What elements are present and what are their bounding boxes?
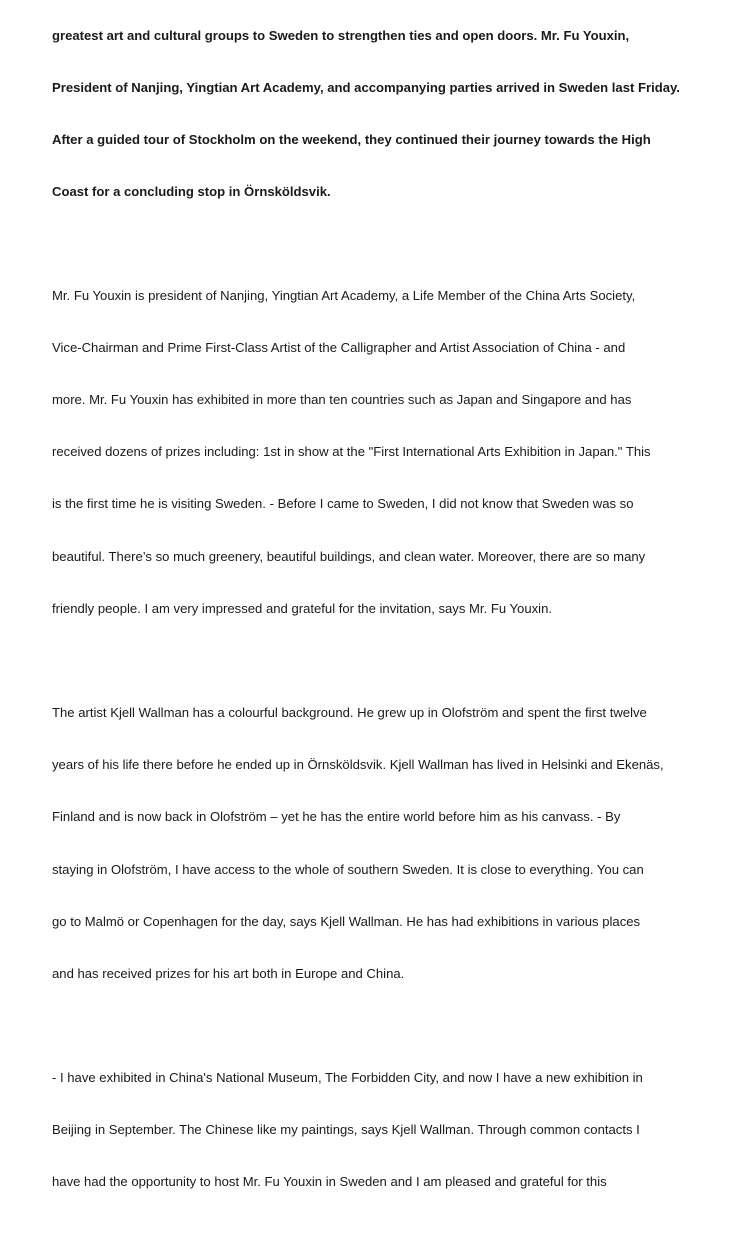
text-line: received dozens of prizes including: 1st in show at the "First International Arts Exhibition in Japan." This (52, 444, 651, 460)
text-line: Coast for a concluding stop in Örnsköldsvik. (52, 184, 331, 200)
text-line: go to Malmö or Copenhagen for the day, says Kjell Wallman. He has had exhibitions in various places (52, 913, 641, 929)
body-paragraph-kjell-wallman (52, 669, 742, 1017)
text-line: friendly people. I am very impressed and grateful for the invitation, says Mr. Fu Youxin. (52, 600, 552, 616)
text-line: staying in Olofström, I have access to the whole of southern Sweden. It is close to everything. You can (52, 861, 644, 877)
text-line: years of his life there before he ended up in Örnsköldsvik. Kjell Wallman has lived in Helsinki and Ekenäs, (52, 757, 664, 773)
text-line: have had the opportunity to host Mr. Fu Youxin in Sweden and I am pleased and grateful for this (52, 1174, 607, 1190)
text-line: The artist Kjell Wallman has a colourful background. He grew up in Olofström and spent the first twelve (52, 704, 647, 720)
text-line: is the first time he is visiting Sweden. - Before I came to Sweden, I did not know that Sweden was so (52, 496, 634, 512)
body-paragraph-exhibitions (52, 1034, 742, 1225)
text-line: Mr. Fu Youxin is president of Nanjing, Yingtian Art Academy, a Life Member of the China Arts Society, (52, 287, 636, 303)
text-line: Finland and is now back in Olofström – yet he has the entire world before him as his canvass. - By (52, 809, 621, 825)
lead-paragraph (52, 0, 742, 236)
text-line: greatest art and cultural groups to Sweden to strengthen ties and open doors. Mr. Fu Youxin, (52, 27, 630, 43)
text-line: Vice-Chairman and Prime First-Class Artist of the Calligrapher and Artist Association of China - and (52, 339, 626, 355)
text-line: - I have exhibited in China's National Museum, The Forbidden City, and now I have a new exhibition in (52, 1069, 643, 1085)
text-line: beautiful. There’s so much greenery, beautiful buildings, and clean water. Moreover, there are so many (52, 548, 646, 564)
text-line: President of Nanjing, Yingtian Art Academy, and accompanying parties arrived in Sweden last Friday. (52, 80, 680, 96)
text-line: After a guided tour of Stockholm on the weekend, they continued their journey towards the High (52, 132, 651, 148)
text-line: Beijing in September. The Chinese like my paintings, says Kjell Wallman. Through common contacts I (52, 1122, 640, 1138)
document-page (52, 0, 742, 1243)
body-paragraph-fu-youxin (52, 252, 742, 652)
text-line: and has received prizes for his art both in Europe and China. (52, 965, 405, 981)
text-line: more. Mr. Fu Youxin has exhibited in more than ten countries such as Japan and Singapore and has (52, 391, 632, 407)
